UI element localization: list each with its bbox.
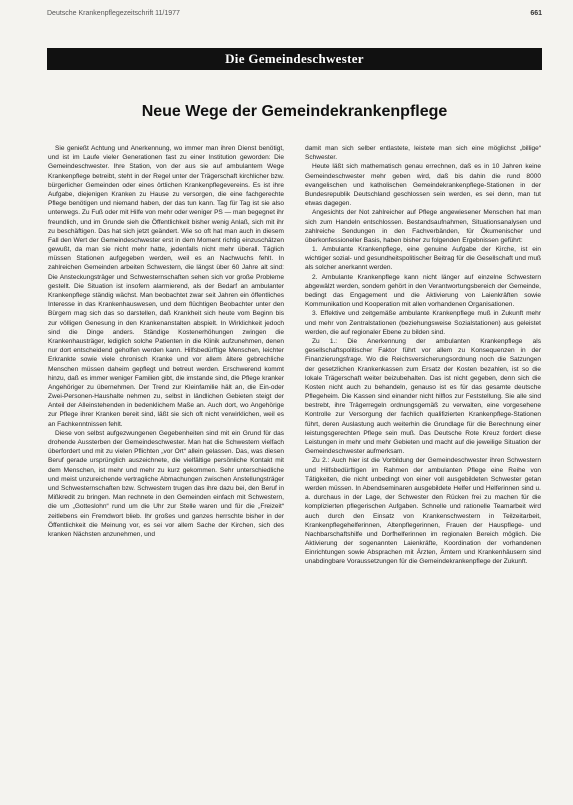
page-number: 661: [530, 10, 542, 17]
journal-name: Deutsche Krankenpflegezeitschrift 11/1977: [47, 10, 180, 17]
section-banner: Die Gemeindeschwester: [47, 48, 542, 70]
paragraph: Angesichts der Not zahlreicher auf Pflege angewiesener Menschen hat man sich zum Handeln entschlossen. Bestandsaufnahmen, Situationsanalysen und zahlreiche Sendungen in den Fachverbänden, für Ökumenischer und überkonfessioneller Basis, haben bisher zu folgenden Ergebnissen geführt:: [305, 209, 541, 244]
paragraph: damit man sich selber entlastete, leistete man sich eine möglichst „billige“ Schwester.: [305, 145, 541, 162]
paragraph: 2. Ambulante Krankenpflege kann nicht länger auf einzelne Schwestern abgewälzt werden, sondern gehört in den Verantwortungsbereich der Gemeinde, bedingt das Engagement und die Aktivierung von Laienkräften sowie Kommunikation und Kooperation mit allen vorhandenen Organisationen.: [305, 273, 541, 309]
paragraph: Sie genießt Achtung und Anerkennung, wo immer man ihren Dienst benötigt, und ist im Laufe vieler Generationen fast zu einer Institution geworden: Die Gemeindeschwester. Ihre Station, von der aus sie auf ambulantem Wege Krankenpflege betreibt, steht in der Regel unter der Trägerschaft kirchlicher bzw. bürgerlicher Gemeinden oder eines örtlichen Krankenpflegevereins. Es ist ihre Aufgabe, diejenigen Kranken zu Hause zu versorgen, die eine fachgerechte Pflege benötigen und niemand haben, der das tun kann. Tag für Tag ist sie also unterwegs. Zu Fuß oder mit Hilfe von mehr oder weniger PS — man begegnet ihr freundlich, und im Grunde sieh die Öffentlichkeit bisher wenig Anlaß, sich mit ihr zu beschäftigen. Das hat sich jetzt geändert. Wie so oft hat man auch in diesem Fall den Wert der Gemeindeschwester erst in dem Moment richtig einzuschätzen gewußt, da man sie nicht mehr hatte, jedenfalls nicht mehr überall. Täglich müssen Stationen aufgegeben werden, weil es an Nachwuchs fehlt. In zahlreichen Gemeinden arbeiten Schwestern, die längst über 60 Jahre alt sind: Die Ansteckungsträger und Schwesternschaften sehen sich vor große Probleme gestellt. Die Situation ist insofern alarmierend, als der Bedarf an ambulanter Krankenpflege ständig wächst. Man beobachtet zwar seit Jahren ein öffentliches Interesse in das Krankenhauswesen, und dem flüchtigen Beobachter unter den Bürgern mag sich das so darstellen, daß Krankheit sich heute vom Beginn bis zur völligen Genesung in den Krankenanstalten abspielt. In Wirklichkeit jedoch sind die Dinge anders. Ständige Kostenerhöhungen zwingen die Krankenhausträger, lediglich solche Patienten in die Klinik aufzunehmen, denen nur dort entscheidend geholfen werden kann. Hilfsbedürftige Menschen, leichter Erkrankte sowie viele chronisch Kranke und vor allem ältere gebrechliche Menschen müssen daheim gepflegt und betreut werden. Erschwerend kommt hinzu, daß es immer weniger Familien gibt, die imstande sind, die Pflege kranker Angehöriger zu übernehmen. Der Trend zur Kleinfamilie hält an, die Ein-oder Zwei-Personen-Haushalte nehmen zu, selbst in ländlichen Gebieten steigt der Anteil der Alleinstehenden in bedenklichem Maße an. Auch dort, wo Angehörige zur Pflege ihrer Kranken bereit sind, läßt sie sich oft nicht verwirklichen, weil es an Fachkenntnissen fehlt.: [48, 145, 284, 428]
paragraph: Zu 1.: Die Anerkennung der ambulanten Krankenpflege als gesellschaftspolitischer Faktor führt vor allem zu Konsequenzen in der Finanzierungsfrage. Wo die Reichsversicherungsordnung noch die Satzungen der gesetzlichen Krankenkassen zum Ersatz der Kosten bezahlen, ist so die lokale Trägerschaft weiter beizubehalten. Das ist nicht gegeben, denn sich die Kosten nicht auch zu behandeln, genauso ist es für das gesamte deutsche Pflegeheim. Die Kassen sind einander nicht hilflos zur Feststellung. Sie alle sind bestrebt, ihre Trägerregeln ordnungsgemäß zu verwalten, eine vorgesehene Kontrolle zur Versorgung der fachlich qualifizierten Krankenpflege-Stationen führt, deren Auslastung auch weiterhin die Grundlage für die Berechnung einer leistungsgerechten Pflege sein muß. Das Deutsche Rote Kreuz fordert diese Leistungen in mehr und mehr Gebieten und macht auf die jeweilige Situation der Gemeindeschwester aufmerksam.: [305, 337, 541, 456]
paragraph: 1. Ambulante Krankenpflege, eine genuine Aufgabe der Kirche, ist ein wichtiger sozial- und gesundheitspolitischer Beitrag für die Gesellschaft und muß als solcher anerkannt werden.: [305, 246, 541, 272]
body-column-right: [305, 144, 541, 799]
paragraph: Diese von selbst aufgezwungenen Gegebenheiten sind mit ein Grund für das drohende Aussterben der Gemeindeschwester. Man hat die Schwestern vielfach überfordert und mit zu vielen Pflichten „vor Ort“ allein gelassen. Das, was diesen Beruf gerade ursprünglich auszeichnete, die vielfältige persönliche Kontakt mit dem Menschen, ist mehr und mehr zu kurz gekommen. Sehr unterschiedliche und meist unzureichende vertragliche Abmachungen zwischen Anstellungsträger und Schwesternschaften bzw. Schwestern trugen das ihre dazu bei, den Beruf in Mißkredit zu bringen. Man rechnete in den Gemeinden einfach mit Schwestern, die um „Gotteslohn“ rund um die Uhr zur Stelle waren und für die „Freizeit“ zeitlebens ein Fremdwort blieb. Ihr großes und ganzes herrschte bisher in der Öffentlichkeit die Meinung vor, es sei vor allem Sache der Kirchen, sich des kranken Nächsten anzunehmen, und: [48, 429, 284, 538]
article-headline: Neue Wege der Gemeindekrankenpflege: [141, 103, 448, 120]
paragraph: Heute läßt sich mathematisch genau errechnen, daß es in 10 Jahren keine Gemeindeschwester mehr geben wird, daß bis dahin die rund 8000 evangelischen und katholischen Gemeindekrankenpflege-Stationen in der Bundesrepublik Deutschland geschlossen sein werden, es sei denn, man tut etwas dagegen.: [305, 163, 541, 208]
paragraph: 3. Effektive und zeitgemäße ambulante Krankenpflege muß in Zukunft mehr und mehr von Zentralstationen (beziehungsweise Sozialstationen) aus geleistet werden, die auf regionaler Ebene zu bilden sind.: [305, 310, 541, 336]
body-column-left: [48, 144, 284, 799]
running-head: [47, 8, 542, 22]
paragraph: Zu 2.: Auch hier ist die Vorbildung der Gemeindeschwester ihren Schwestern und Hilfsbedürftigen im Rahmen der ambulanten Pflege eine Reihe von Tätigkeiten, die nicht unbedingt von einer voll ausgebildeten Schwester getan werden müssen. In Abendseminaren ausgebildete Helfer und Helferinnen sind u. a. durchaus in der Lage, der Schwester den Rücken frei zu machen für die komplizierten pflegerischen Aufgaben. Schnelle und rationelle Teamarbeit wird auch durch den Einsatz von Krankenschwestern in Teilzeitarbeit, Krankenpflegehelferinnen, Altenpflegerinnen, Frauen der Hauspflege- und Nachbarschaftshilfe und Dorfhelferinnen im regionalen Bereich möglich. Die Aktivierung der sogenannten Laienkräfte, Koordination der vorhandenen Einrichtungen sowie Absprachen mit Ärzten, Ämtern und Krankenhäusern sind unabdingbare Voraussetzungen für die Gemeindekrankenpflege der Zukunft.: [305, 457, 541, 566]
